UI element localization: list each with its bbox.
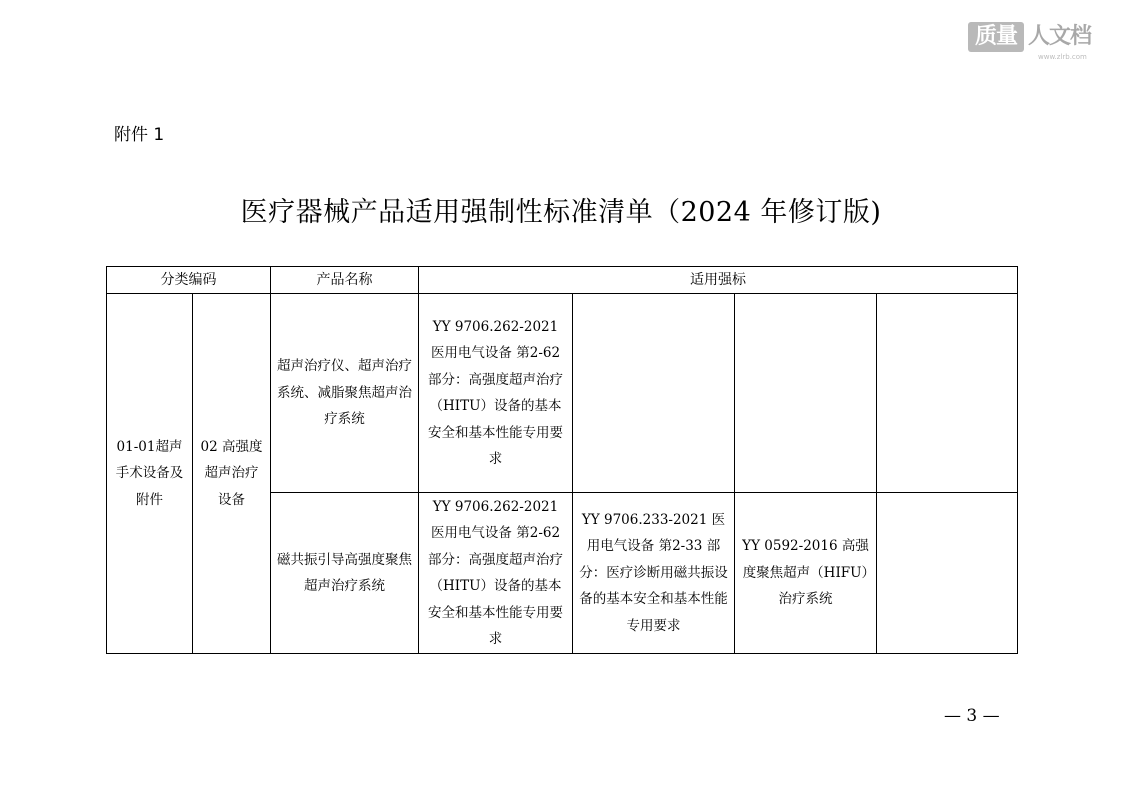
- category-primary-cell: 01-01超声手术设备及附件: [107, 294, 193, 654]
- table-header-row: [107, 267, 1018, 294]
- watermark-box: 质量: [968, 22, 1024, 52]
- product-name-cell: 磁共振引导高强度聚焦超声治疗系统: [271, 493, 419, 654]
- header-applicable-standards: 适用强标: [419, 267, 1018, 294]
- attachment-label: 附件 1: [114, 125, 165, 145]
- standard-cell: [735, 294, 877, 493]
- standard-cell: YY 9706.262-2021 医用电气设备 第2-62 部分：高强度超声治疗（HITU）设备的基本安全和基本性能专用要求: [419, 493, 573, 654]
- standard-cell: YY 0592-2016 高强度聚焦超声（HIFU）治疗系统: [735, 493, 877, 654]
- standard-cell: [877, 493, 1018, 654]
- product-name-cell: 超声治疗仪、超声治疗系统、减脂聚焦超声治疗系统: [271, 294, 419, 493]
- watermark-logo: [968, 22, 1112, 66]
- table-row: [107, 294, 1018, 493]
- standard-cell: YY 9706.262-2021 医用电气设备 第2-62 部分：高强度超声治疗（HITU）设备的基本安全和基本性能专用要求: [419, 294, 573, 493]
- header-product-name: 产品名称: [271, 267, 419, 294]
- standard-cell: [877, 294, 1018, 493]
- header-category-code: 分类编码: [107, 267, 271, 294]
- standards-table: [106, 266, 1018, 654]
- watermark-text: 人文档: [1028, 24, 1092, 49]
- standard-cell: YY 9706.233-2021 医用电气设备 第2-33 部分：医疗诊断用磁共振设备的基本安全和基本性能专用要求: [573, 493, 735, 654]
- document-title: 医疗器械产品适用强制性标准清单（2024 年修订版): [240, 197, 882, 228]
- watermark-url: www.zlrb.com: [1038, 53, 1087, 61]
- standard-cell: [573, 294, 735, 493]
- category-secondary-cell: 02 高强度超声治疗设备: [193, 294, 271, 654]
- page-number: — 3 —: [944, 706, 1000, 726]
